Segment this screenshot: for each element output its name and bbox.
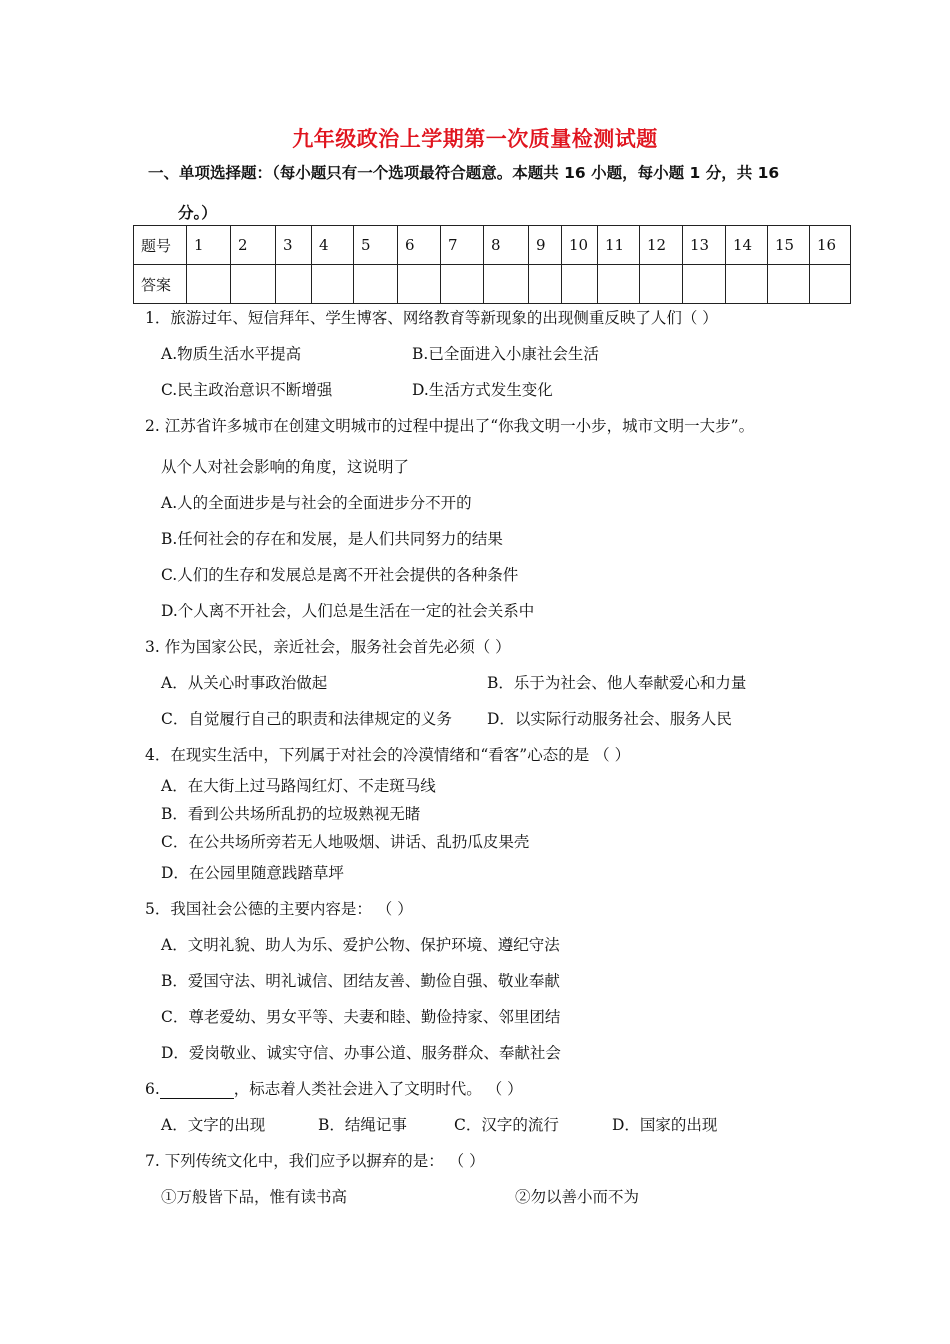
answer-cell[interactable]: [484, 265, 529, 304]
table-number-cell: 8: [484, 226, 529, 265]
option-c: C．在公共场所旁若无人地吸烟、讲话、乱扔瓜皮果壳: [161, 833, 530, 851]
option-b: B．乐于为社会、他人奉献爱心和力量: [487, 674, 747, 692]
option-c: C．尊老爱幼、男女平等、夫妻和睦、勤俭持家、邻里团结: [161, 1008, 561, 1026]
question-stem: [145, 1077, 523, 1099]
option-d: D.生活方式发生变化: [412, 381, 553, 399]
section-heading-line2: 分。）: [178, 204, 217, 222]
table-number-cell: 3: [276, 226, 312, 265]
table-number-cell: 4: [312, 226, 354, 265]
table-number-cell: 1: [187, 226, 231, 265]
answer-cell[interactable]: [562, 265, 598, 304]
table-number-cell: 15: [768, 226, 810, 265]
answer-table-number-row: [134, 226, 851, 265]
answer-cell[interactable]: [187, 265, 231, 304]
answer-table: [133, 225, 851, 304]
statement-1: ①万般皆下品，惟有读书高: [161, 1188, 348, 1206]
question-stem: 7. 下列传统文化中，我们应予以摒弃的是： （ ）: [145, 1152, 485, 1170]
answer-cell[interactable]: [768, 265, 810, 304]
answer-cell[interactable]: [354, 265, 398, 304]
table-number-cell: 13: [683, 226, 726, 265]
answer-cell[interactable]: [598, 265, 640, 304]
table-number-cell: 14: [726, 226, 768, 265]
option-c: C.人们的生存和发展总是离不开社会提供的各种条件: [161, 566, 519, 584]
table-number-cell: 5: [354, 226, 398, 265]
table-number-cell: 10: [562, 226, 598, 265]
question-stem: 1．旅游过年、短信拜年、学生博客、网络教育等新现象的出现侧重反映了人们（ ）: [145, 309, 718, 327]
option-b: B．结绳记事: [318, 1116, 407, 1134]
table-number-cell: 11: [598, 226, 640, 265]
answer-cell[interactable]: [640, 265, 683, 304]
table-number-cell: 7: [441, 226, 484, 265]
table-number-cell: 2: [231, 226, 276, 265]
answer-cell[interactable]: [441, 265, 484, 304]
answer-table-answer-row: [134, 265, 851, 304]
statement-2: ②勿以善小而不为: [515, 1188, 640, 1206]
question-stem: 4．在现实生活中，下列属于对社会的冷漠情绪和“看客”心态的是 （ ）: [145, 746, 631, 764]
option-c: C．汉字的流行: [454, 1116, 559, 1134]
question-stem: 2. 江苏省许多城市在创建文明城市的过程中提出了“你我文明一小步，城市文明一大步”。: [145, 417, 755, 435]
question-stem: 3. 作为国家公民，亲近社会，服务社会首先必须（ ）: [145, 638, 511, 656]
fill-in-blank[interactable]: [160, 1082, 234, 1099]
option-d: D.个人离不开社会，人们总是生活在一定的社会关系中: [161, 602, 535, 620]
option-a: A.人的全面进步是与社会的全面进步分不开的: [161, 494, 472, 512]
question-stem-text: ，标志着人类社会进入了文明时代。 （ ）: [233, 1080, 523, 1098]
option-b: B．爱国守法、明礼诚信、团结友善、勤俭自强、敬业奉献: [161, 972, 560, 990]
section-heading: [148, 153, 838, 233]
option-c: C．自觉履行自己的职责和法律规定的义务: [161, 710, 452, 728]
answer-cell[interactable]: [726, 265, 768, 304]
answer-cell[interactable]: [810, 265, 851, 304]
answer-cell[interactable]: [231, 265, 276, 304]
table-number-cell: 12: [640, 226, 683, 265]
answer-cell[interactable]: [276, 265, 312, 304]
table-number-cell: 9: [529, 226, 562, 265]
option-a: A．在大街上过马路闯红灯、不走斑马线: [161, 777, 436, 795]
option-d: D．在公园里随意践踏草坪: [161, 864, 344, 882]
option-b: B.已全面进入小康社会生活: [412, 345, 599, 363]
option-b: B.任何社会的存在和发展，是人们共同努力的结果: [161, 530, 503, 548]
option-d: D．国家的出现: [612, 1116, 718, 1134]
table-label-question-number: 题号: [134, 226, 187, 265]
answer-cell[interactable]: [683, 265, 726, 304]
section-heading-line1: 一、单项选择题：（每小题只有一个选项最符合题意。本题共 16 小题，每小题 1 分，共 16: [148, 164, 780, 182]
table-number-cell: 6: [398, 226, 441, 265]
option-c: C.民主政治意识不断增强: [161, 381, 333, 399]
table-label-answer: 答案: [134, 265, 187, 304]
option-a: A．从关心时事政治做起: [161, 674, 328, 692]
answer-cell[interactable]: [312, 265, 354, 304]
question-stem-continued: 从个人对社会影响的角度，这说明了: [161, 458, 410, 476]
answer-cell[interactable]: [398, 265, 441, 304]
option-d: D．以实际行动服务社会、服务人民: [487, 710, 732, 728]
option-d: D．爱岗敬业、诚实守信、办事公道、服务群众、奉献社会: [161, 1044, 561, 1062]
question-stem: 5．我国社会公德的主要内容是： （ ）: [145, 900, 413, 918]
question-number: 6.: [145, 1080, 160, 1098]
table-number-cell: 16: [810, 226, 851, 265]
option-a: A．文明礼貌、助人为乐、爱护公物、保护环境、遵纪守法: [161, 936, 560, 954]
option-a: A．文字的出现: [161, 1116, 266, 1134]
answer-cell[interactable]: [529, 265, 562, 304]
option-a: A.物质生活水平提高: [161, 345, 302, 363]
option-b: B．看到公共场所乱扔的垃圾熟视无睹: [161, 805, 421, 823]
page-title: 九年级政治上学期第一次质量检测试题: [292, 127, 658, 151]
